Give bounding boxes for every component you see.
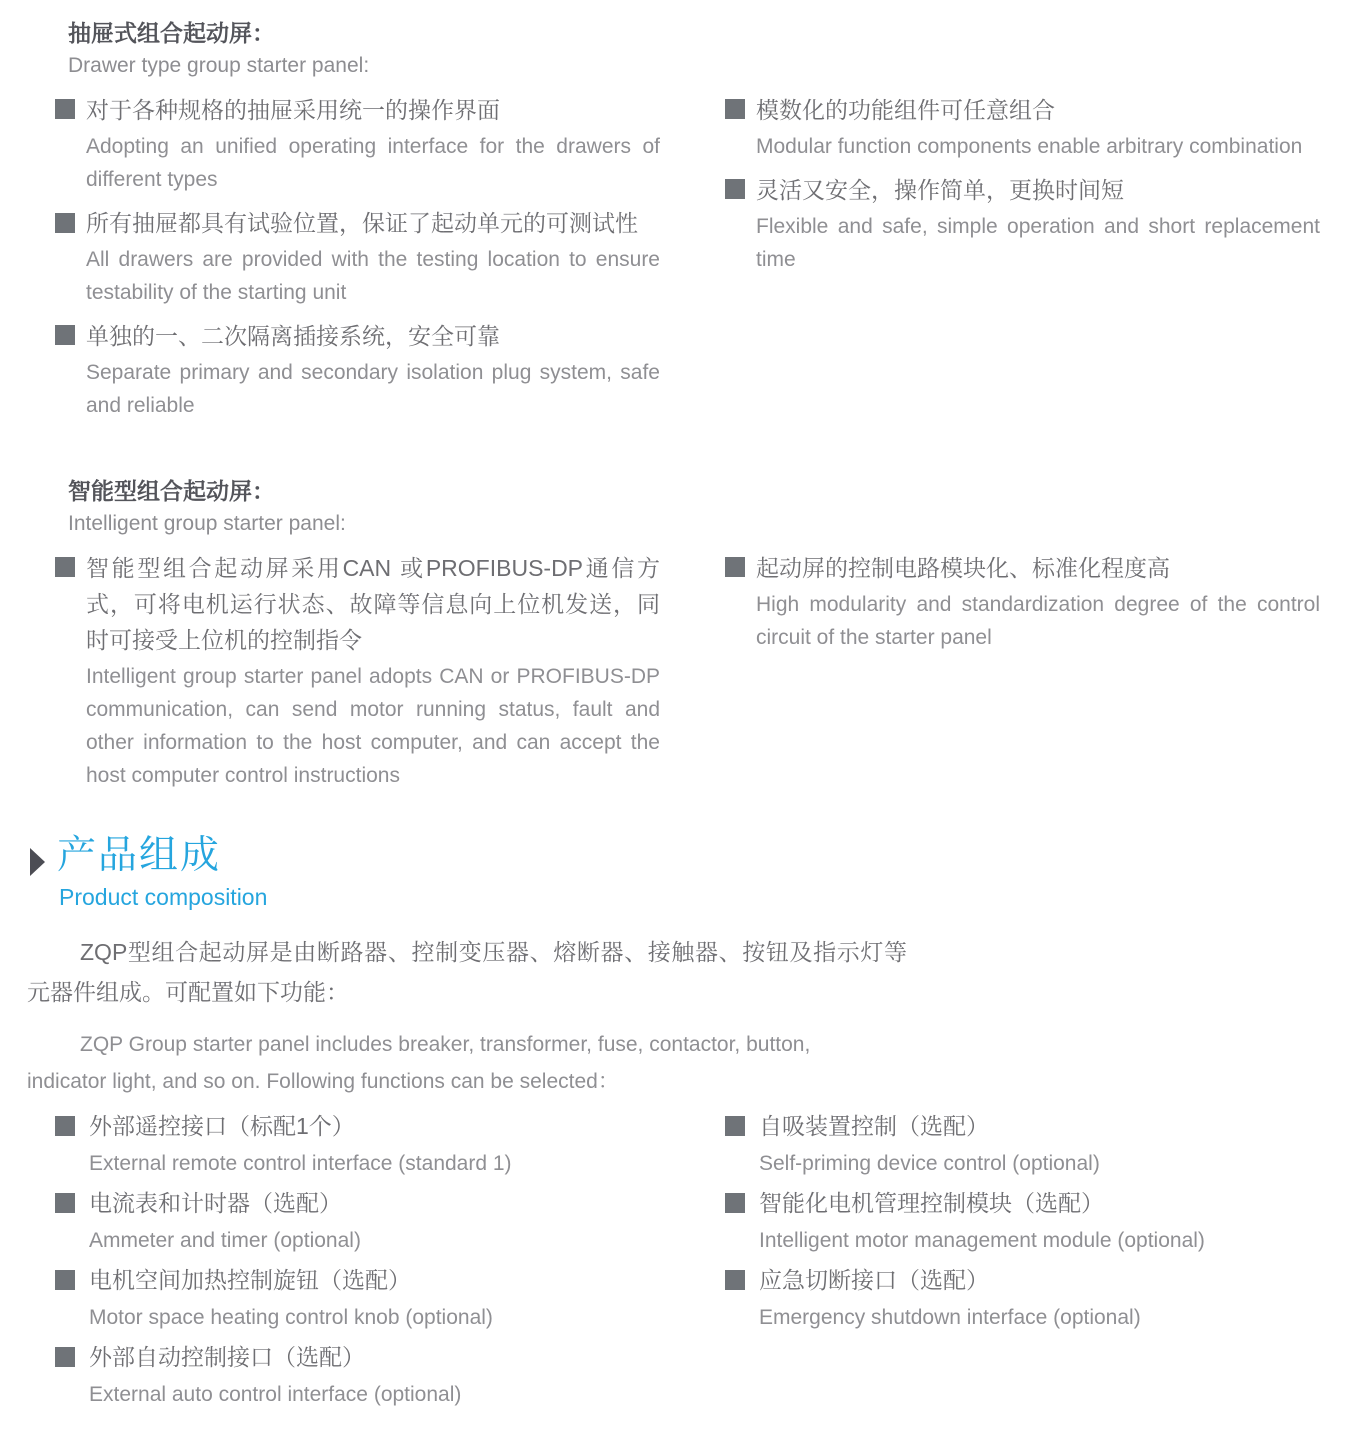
square-bullet-icon [55,325,75,345]
two-column-list [25,1108,1349,1416]
feature-item [25,205,660,309]
square-bullet-icon [725,179,745,199]
feature-text-en: All drawers are provided with the testing location to ensure testability of the starting unit [86,248,660,304]
feature-text-en: Self-priming device control (optional) [759,1152,1100,1175]
feature-text-en: External auto control interface (optional) [89,1383,462,1406]
feature-text-cn: 智能型组合起动屏采用CAN 或PROFIBUS-DP通信方式，可将电机运行状态、故障等信息向上位机发送，同时可接受上位机的控制指令 [86,555,660,653]
two-column-list [25,550,1349,801]
square-bullet-icon [725,557,745,577]
feature-text-cn: 应急切断接口（选配） [759,1267,989,1293]
square-bullet-icon [725,1116,745,1136]
feature-text-en: Ammeter and timer (optional) [89,1229,361,1252]
composition-title-cn: 产品组成 [57,834,222,877]
right-column [725,92,1320,431]
section-title-cn: 抽屉式组合起动屏： [68,20,275,46]
feature-item [55,550,660,792]
section-title-en: Drawer type group starter panel: [68,54,370,77]
composition-title-en: Product composition [59,884,268,910]
feature-item [55,92,660,196]
feature-text-cn: 灵活又安全，操作简单，更换时间短 [756,177,1124,203]
feature-item [55,1262,660,1336]
left-column [25,1108,660,1416]
feature-item [55,1185,660,1259]
section-title-cn: 智能型组合起动屏： [68,478,275,504]
square-bullet-icon [55,1270,75,1290]
square-bullet-icon [55,557,75,577]
feature-text-en: Separate primary and secondary isolation plug system, safe and reliable [86,361,660,417]
square-bullet-icon [55,1193,75,1213]
section-product-composition [0,834,1349,1416]
square-bullet-icon [725,1193,745,1213]
right-column [725,1108,1320,1416]
feature-text-cn: 电流表和计时器（选配） [89,1190,342,1216]
section-drawer-type [0,18,1349,431]
feature-text-cn: 起动屏的控制电路模块化、标准化程度高 [756,555,1170,581]
feature-text-cn: 电机空间加热控制旋钮（选配） [89,1267,411,1293]
composition-paragraph-en: ZQP Group starter panel includes breaker, transformer, fuse, contactor, button, indicator light, and so on. Following functions can be selected： [27,1033,811,1093]
feature-text-en: Flexible and safe, simple operation and short replacement time [756,215,1320,271]
triangle-marker-icon [30,848,45,876]
feature-text-cn: 自吸装置控制（选配） [759,1113,989,1139]
feature-item [725,1108,1320,1182]
square-bullet-icon [55,99,75,119]
square-bullet-icon [55,1347,75,1367]
feature-text-en: Adopting an unified operating interface for the drawers of different types [86,135,660,191]
feature-text-en: Intelligent motor management module (optional) [759,1229,1205,1252]
feature-text-cn: 外部遥控接口（标配1个） [89,1113,355,1139]
feature-text-cn: 模数化的功能组件可任意组合 [756,97,1055,123]
feature-text-en: Intelligent group starter panel adopts CAN or PROFIBUS-DP communication, can send motor running status, fault and other information to the host computer, and can accept the host computer control instructions [86,665,660,787]
feature-text-en: External remote control interface (standard 1) [89,1152,512,1175]
square-bullet-icon [725,99,745,119]
composition-title-row [30,834,1349,912]
feature-text-cn [25,205,660,241]
feature-item [725,1262,1320,1336]
feature-item [725,550,1320,654]
composition-paragraph-cn: ZQP型组合起动屏是由断路器、控制变压器、熔断器、接触器、按钮及指示灯等元器件组成。可配置如下功能： [27,939,907,1005]
feature-text-cn: 智能化电机管理控制模块（选配） [759,1190,1104,1216]
square-bullet-icon [55,213,75,233]
left-column [25,92,660,431]
feature-item [725,1185,1320,1259]
feature-text-en: Emergency shutdown interface (optional) [759,1306,1141,1329]
feature-text-cn: 外部自动控制接口（选配） [89,1344,365,1370]
square-bullet-icon [725,1270,745,1290]
feature-text-en: Motor space heating control knob (optional) [89,1306,493,1329]
feature-text-en: High modularity and standardization degree of the control circuit of the starter panel [756,593,1320,649]
feature-text-en: Modular function components enable arbitrary combination [756,135,1303,158]
feature-text-cn-inner: 所有抽屉都具有试验位置，保证了起动单元的可测试性 [86,210,638,236]
feature-item [55,318,660,422]
left-column [25,550,660,801]
section-title-en: Intelligent group starter panel: [68,512,346,535]
feature-item [55,1108,660,1182]
two-column-list [25,92,1349,431]
section-intelligent-type [0,476,1349,801]
feature-text-cn: 对于各种规格的抽屉采用统一的操作界面 [86,97,500,123]
square-bullet-icon [55,1116,75,1136]
feature-text-cn: 单独的一、二次隔离插接系统，安全可靠 [86,323,500,349]
feature-item [725,92,1320,163]
feature-item [55,1339,660,1413]
right-column [725,550,1320,801]
feature-item [725,172,1320,276]
